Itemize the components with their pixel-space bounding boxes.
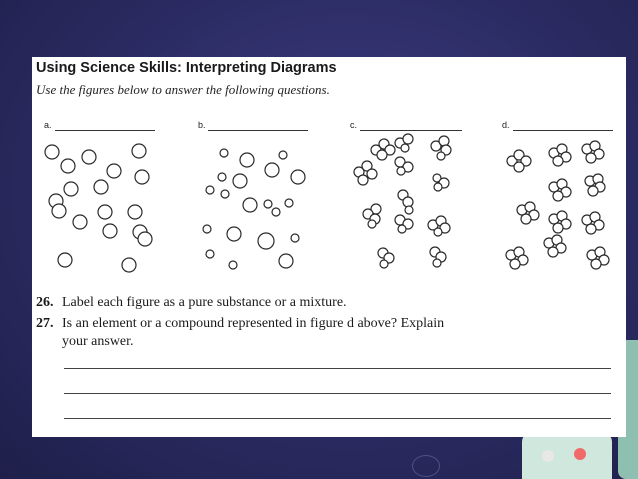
molecule bbox=[395, 134, 413, 152]
molecule bbox=[549, 211, 571, 233]
question-27 bbox=[36, 316, 444, 332]
figure-b-diagram bbox=[203, 149, 305, 269]
figure-a-label: a. bbox=[44, 120, 52, 130]
figure-b-label: b. bbox=[198, 120, 206, 130]
molecule bbox=[354, 161, 377, 185]
particle-diagrams bbox=[32, 57, 626, 297]
molecule bbox=[585, 174, 605, 196]
question-27-text-line-2: your answer. bbox=[62, 334, 134, 349]
molecule bbox=[507, 150, 531, 172]
robot-eye-right bbox=[574, 448, 586, 460]
molecule bbox=[549, 144, 571, 166]
figure-d-diagram bbox=[506, 141, 609, 269]
worksheet-title: Using Science Skills: Interpreting Diagrams bbox=[36, 60, 337, 76]
molecule bbox=[431, 136, 451, 160]
molecule bbox=[363, 204, 381, 228]
molecule bbox=[582, 141, 604, 163]
molecule bbox=[378, 248, 394, 268]
question-27-text: Is an element or a compound represented in figure d above? Explain bbox=[62, 316, 445, 331]
molecule bbox=[544, 235, 566, 257]
robot-toy-decoration bbox=[522, 432, 612, 479]
molecule bbox=[430, 247, 446, 267]
answer-line-2[interactable] bbox=[64, 393, 611, 394]
figure-d-label: d. bbox=[502, 120, 510, 130]
worksheet-page bbox=[32, 57, 626, 437]
molecule bbox=[395, 215, 413, 233]
answer-line-3[interactable] bbox=[64, 418, 611, 419]
figure-a-diagram bbox=[45, 144, 152, 272]
molecule bbox=[587, 247, 609, 269]
molecule bbox=[428, 216, 450, 236]
figure-c-label: c. bbox=[350, 120, 358, 130]
question-26-text: Label each figure as a pure substance or a mixture. bbox=[62, 295, 347, 310]
robot-eye-left bbox=[542, 450, 554, 462]
molecule bbox=[398, 190, 413, 214]
molecule bbox=[549, 179, 571, 201]
worksheet-instructions: Use the figures below to answer the following questions. bbox=[36, 82, 330, 97]
question-27-continued bbox=[62, 334, 134, 350]
figure-c-diagram bbox=[354, 134, 451, 268]
molecule bbox=[395, 157, 413, 175]
watermark-logo bbox=[412, 455, 440, 477]
molecule bbox=[433, 174, 449, 191]
question-26 bbox=[36, 295, 347, 311]
molecule bbox=[506, 247, 528, 269]
answer-line-1[interactable] bbox=[64, 368, 611, 369]
question-26-number: 26. bbox=[36, 295, 54, 310]
question-27-number: 27. bbox=[36, 316, 54, 331]
molecule bbox=[371, 139, 395, 160]
molecule bbox=[517, 202, 539, 224]
molecule bbox=[582, 212, 604, 234]
